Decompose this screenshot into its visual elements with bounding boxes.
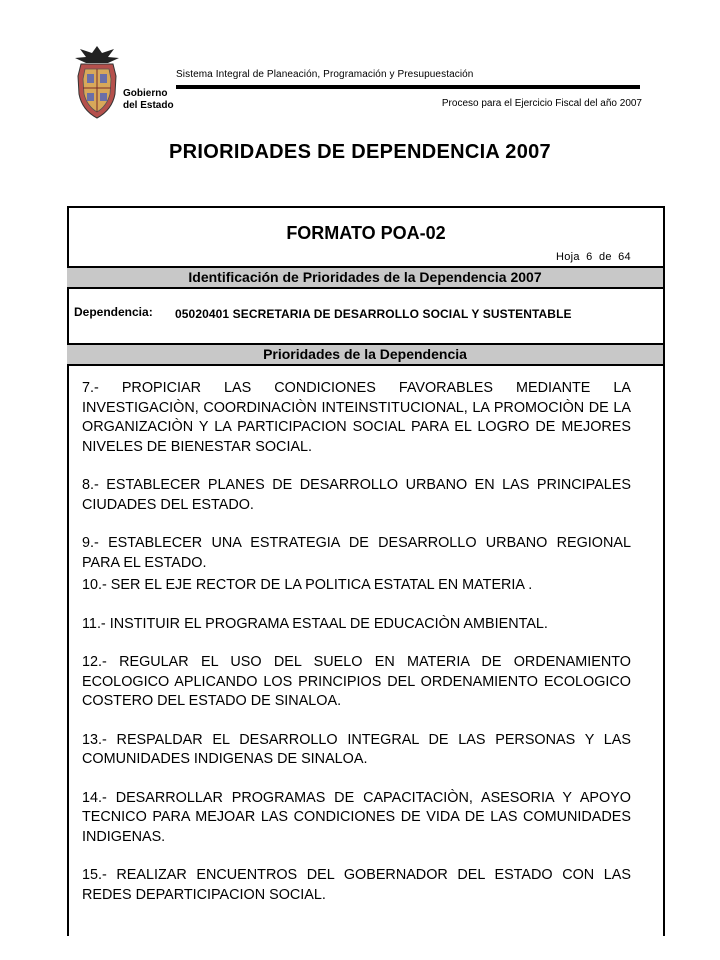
priority-item: 14.- DESARROLLAR PROGRAMAS DE CAPACITACIÒN, ASESORIA Y APOYO TECNICO PARA MEJOAR LAS CONDICIONES DE VIDA DE LAS COMUNIDADES INDIGENAS.	[82, 789, 631, 845]
priority-item: 11.- INSTITUIR EL PROGRAMA ESTAAL DE EDUCACIÒN AMBIENTAL.	[82, 615, 548, 632]
state-coat-of-arms-logo	[72, 44, 122, 120]
dependency-value: 05020401 SECRETARIA DE DESARROLLO SOCIAL Y SUSTENTABLE	[175, 307, 572, 321]
priority-item: 8.- ESTABLECER PLANES DE DESARROLLO URBANO EN LAS PRINCIPALES CIUDADES DEL ESTADO.	[82, 477, 631, 513]
priority-item: 9.- ESTABLECER UNA ESTRATEGIA DE DESARROLLO URBANO REGIONAL PARA EL ESTADO.	[82, 535, 631, 571]
gov-line-2: del Estado	[123, 100, 174, 111]
dependency-label: Dependencia:	[74, 305, 153, 319]
priority-item: 15.- REALIZAR ENCUENTROS DEL GOBERNADOR DEL ESTADO CON LAS REDES DEPARTICIPACION SOCIAL.	[82, 867, 631, 903]
page-title: PRIORIDADES DE DEPENDENCIA 2007	[169, 141, 551, 163]
header-rule	[176, 85, 640, 89]
fiscal-process: Proceso para el Ejercicio Fiscal del año 2007	[441, 98, 642, 109]
priority-item: 13.- RESPALDAR EL DESARROLLO INTEGRAL DE LAS PERSONAS Y LAS COMUNIDADES INDIGENAS DE SINALOA.	[82, 731, 631, 767]
priority-item: 10.- SER EL EJE RECTOR DE LA POLITICA ESTATAL EN MATERIA .	[82, 577, 533, 593]
priority-item: 12.- REGULAR EL USO DEL SUELO EN MATERIA DE ORDENAMIENTO ECOLOGICO APLICANDO LOS PRINCIPIOS DEL ORDENAMIENTO ECOLOGICO COSTERO DEL ESTADO DE SINALOA.	[82, 654, 631, 709]
page-counter: Hoja 6 de 64	[556, 251, 631, 263]
priority-item: 7.- PROPICIAR LAS CONDICIONES FAVORABLES MEDIANTE LA INVESTIGACIÒN, COORDINACIÒN INTEINSTITUCIONAL, LA PROMOCIÒN DE LA ORGANIZACIÒN Y LA PARTICIPACION SOCIAL PARA EL LOGRO DE MEJORES NIVELES DE BIENESTAR SOCIAL.	[82, 380, 631, 455]
section-header-identification: Identificación de Prioridades de la Dependencia 2007	[67, 266, 663, 289]
priorities-list	[82, 379, 631, 905]
system-name: Sistema Integral de Planeación, Programación y Presupuestación	[176, 69, 474, 80]
section-header-priorities: Prioridades de la Dependencia	[67, 343, 663, 366]
government-label	[123, 88, 174, 112]
form-name: FORMATO POA-02	[286, 223, 446, 243]
gov-line-1: Gobierno	[123, 88, 168, 99]
